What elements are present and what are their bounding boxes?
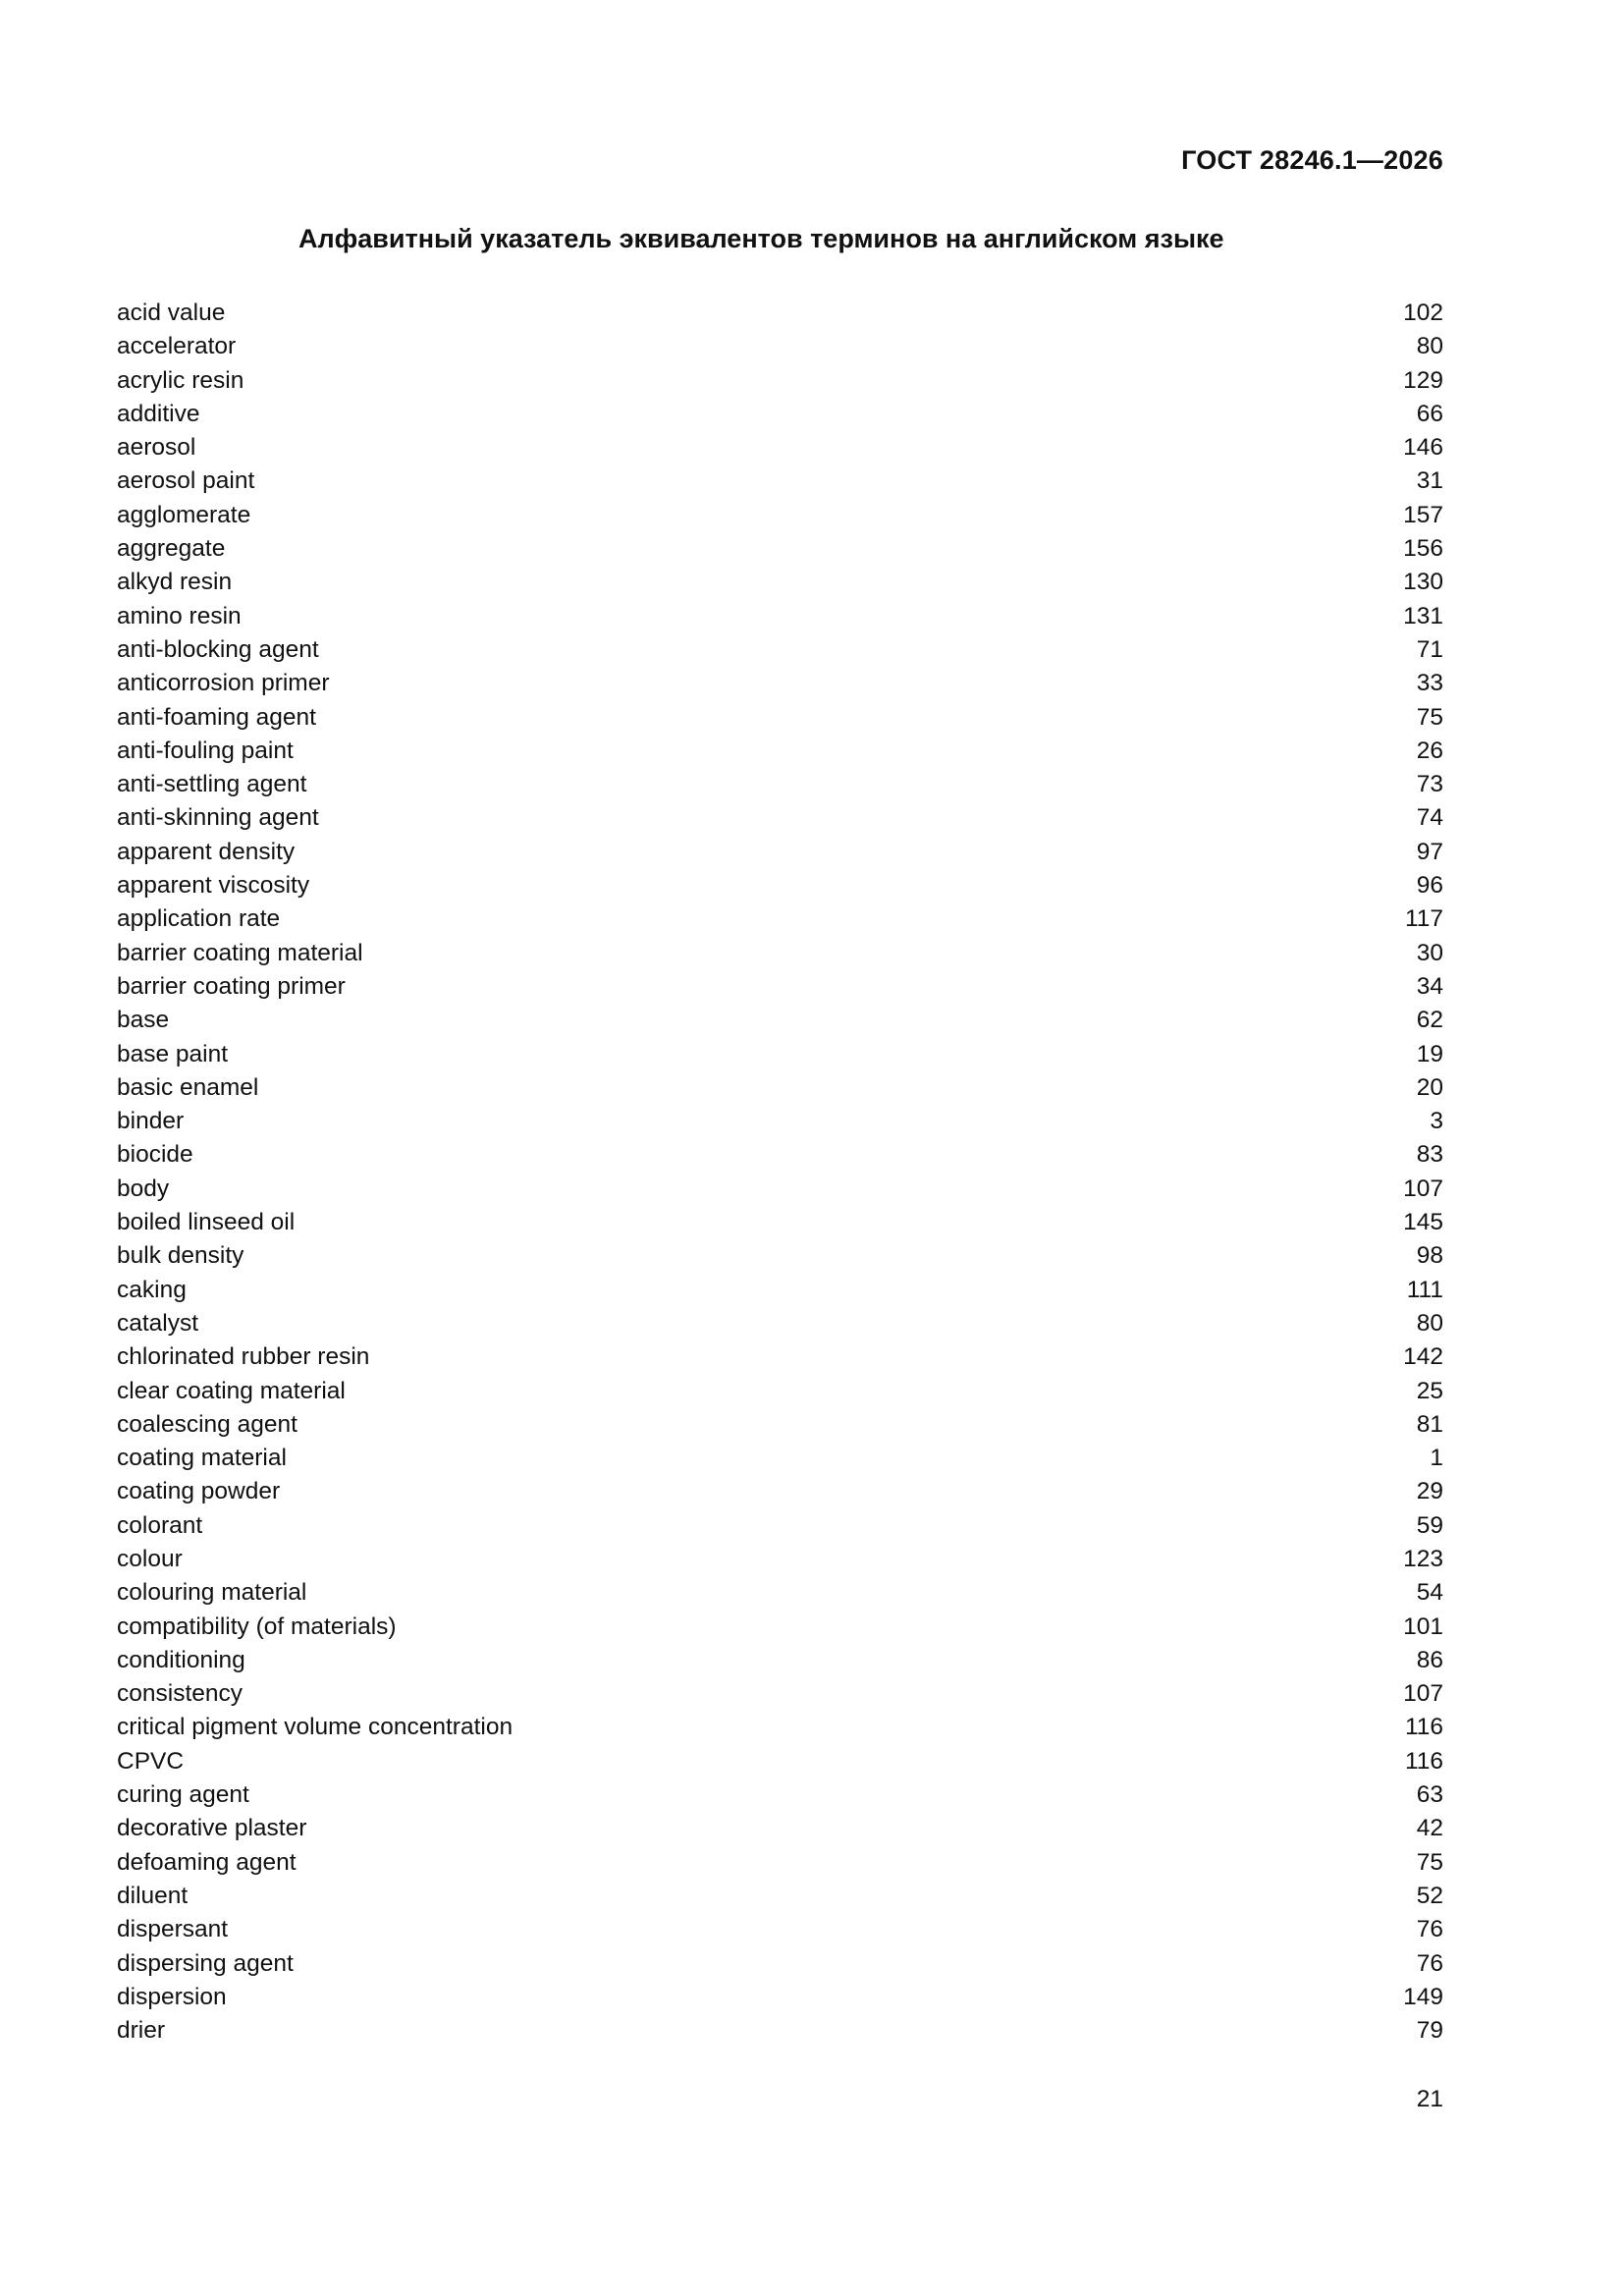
- index-entry-number: 142: [1403, 1343, 1443, 1371]
- index-entry-term: apparent viscosity: [117, 872, 310, 900]
- index-entry: [117, 1038, 1443, 1071]
- index-entry: [117, 1105, 1443, 1138]
- index-entry-number: 111: [1406, 1276, 1443, 1303]
- index-entry-number: 96: [1416, 872, 1443, 900]
- index-entry: [117, 1913, 1443, 1946]
- index-entry: [117, 667, 1443, 700]
- standard-code-header: ГОСТ 28246.1—2026: [1181, 145, 1443, 175]
- index-entry-term: application rate: [117, 905, 281, 933]
- index-entry-term: colour: [117, 1545, 183, 1572]
- index-entry-term: aerosol paint: [117, 467, 255, 495]
- index-entry-term: agglomerate: [117, 501, 251, 528]
- index-entry-number: 63: [1416, 1781, 1443, 1809]
- index-entry: [117, 1812, 1443, 1845]
- index-entry-number: 79: [1416, 2017, 1443, 2045]
- index-entry-term: consistency: [117, 1680, 243, 1708]
- index-entry-term: coalescing agent: [117, 1410, 298, 1438]
- index-entry: [117, 1307, 1443, 1340]
- index-entry-number: 19: [1416, 1040, 1443, 1067]
- index-entry: [117, 1611, 1443, 1644]
- index-entry-number: 116: [1404, 1747, 1443, 1775]
- index-entry: [117, 566, 1443, 599]
- index-entry-term: body: [117, 1175, 170, 1202]
- index-entry-term: acid value: [117, 300, 226, 326]
- index-entry-term: conditioning: [117, 1646, 245, 1673]
- index-entry-number: 101: [1403, 1613, 1443, 1640]
- index-entry-number: 129: [1403, 366, 1443, 394]
- index-entry-number: 25: [1416, 1377, 1443, 1404]
- index-entry-number: 29: [1416, 1478, 1443, 1505]
- index-entry-number: 75: [1416, 703, 1443, 731]
- index-entry-term: catalyst: [117, 1309, 199, 1337]
- index-entry: [117, 297, 1443, 330]
- index-entry-number: 80: [1416, 1309, 1443, 1337]
- index-entry-term: curing agent: [117, 1781, 249, 1809]
- index-entry-term: accelerator: [117, 333, 237, 360]
- index-entry: [117, 1947, 1443, 1981]
- index-entry-term: anti-blocking agent: [117, 635, 319, 663]
- index-entry: [117, 937, 1443, 970]
- index-entry: [117, 902, 1443, 936]
- index-entry-number: 107: [1403, 1680, 1443, 1708]
- index-entry-number: 33: [1416, 670, 1443, 697]
- index-entry-term: aerosol: [117, 434, 196, 462]
- index-title: Алфавитный указатель эквивалентов терминов на английском языке: [298, 224, 1224, 253]
- index-entry: [117, 1880, 1443, 1913]
- index-entry-term: dispersion: [117, 1983, 227, 2010]
- index-entry: [117, 1442, 1443, 1475]
- index-entry-term: base: [117, 1007, 170, 1034]
- index-entry-number: 97: [1416, 838, 1443, 865]
- index-entry-term: critical pigment volume concentration: [117, 1714, 514, 1741]
- index-entry: [117, 1846, 1443, 1880]
- index-entry-term: amino resin: [117, 602, 242, 629]
- index-entry-term: base paint: [117, 1040, 229, 1067]
- index-entry-number: 1: [1430, 1445, 1443, 1472]
- index-entry: [117, 1778, 1443, 1812]
- index-entry: [117, 1375, 1443, 1408]
- index-entry-term: anti-foaming agent: [117, 703, 316, 731]
- index-entry: [117, 465, 1443, 498]
- index-entry: [117, 970, 1443, 1004]
- index-entry: [117, 600, 1443, 633]
- index-entry: [117, 1173, 1443, 1206]
- index-entry-number: 156: [1403, 535, 1443, 563]
- index-entry-number: 131: [1403, 602, 1443, 629]
- index-entry: [117, 1274, 1443, 1307]
- index-entry-number: 76: [1416, 1949, 1443, 1977]
- index-entry-term: anti-settling agent: [117, 771, 307, 798]
- index-entry-number: 71: [1416, 635, 1443, 663]
- index-entry: [117, 633, 1443, 667]
- index-entry-number: 75: [1416, 1848, 1443, 1876]
- index-entry-number: 30: [1416, 939, 1443, 966]
- index-entry-term: acrylic resin: [117, 366, 244, 394]
- index-entry-term: colouring material: [117, 1579, 307, 1607]
- index-entry-term: dispersant: [117, 1916, 229, 1943]
- index-entry-term: CPVC: [117, 1747, 185, 1775]
- index-entry-number: 146: [1403, 434, 1443, 462]
- index-entry: [117, 701, 1443, 735]
- index-entry-term: coating material: [117, 1445, 287, 1472]
- index-entry-number: 52: [1416, 1882, 1443, 1909]
- index-entry: [117, 1576, 1443, 1610]
- index-entry: [117, 1981, 1443, 2014]
- index-entry: [117, 1340, 1443, 1374]
- index-entry-term: apparent density: [117, 838, 296, 865]
- index-entry-term: dispersing agent: [117, 1949, 294, 1977]
- index-entry-number: 66: [1416, 400, 1443, 427]
- index-entry: [117, 1711, 1443, 1744]
- index-entry-term: bulk density: [117, 1242, 244, 1270]
- index-entry: [117, 836, 1443, 869]
- index-entry-number: 62: [1416, 1007, 1443, 1034]
- index-entry-number: 74: [1416, 804, 1443, 832]
- index-entry-term: aggregate: [117, 535, 226, 563]
- index-entry-number: 117: [1404, 905, 1443, 933]
- index-entry-number: 31: [1416, 467, 1443, 495]
- index-entry-number: 80: [1416, 333, 1443, 360]
- index-entry-term: barrier coating material: [117, 939, 363, 966]
- index-entry-term: decorative plaster: [117, 1815, 307, 1842]
- index-entry: [117, 1677, 1443, 1711]
- index-entry-term: diluent: [117, 1882, 189, 1909]
- index-entry-term: boiled linseed oil: [117, 1209, 296, 1236]
- index-entry-term: clear coating material: [117, 1377, 346, 1404]
- index-entry-number: 102: [1403, 300, 1443, 326]
- index-entry-number: 83: [1416, 1141, 1443, 1169]
- index-entry-number: 107: [1403, 1175, 1443, 1202]
- index-entry-term: anti-skinning agent: [117, 804, 319, 832]
- index-entry: [117, 1745, 1443, 1778]
- index-entry: [117, 364, 1443, 398]
- index-entry-number: 73: [1416, 771, 1443, 798]
- index-entry-term: barrier coating primer: [117, 972, 346, 1000]
- index-entry-number: 81: [1416, 1410, 1443, 1438]
- index-entry: [117, 1509, 1443, 1543]
- index-entry: [117, 2014, 1443, 2048]
- index-entry-term: anti-fouling paint: [117, 737, 294, 764]
- index-entry-number: 34: [1416, 972, 1443, 1000]
- index-entry-term: defoaming agent: [117, 1848, 297, 1876]
- index-entry-number: 42: [1416, 1815, 1443, 1842]
- index-entry-number: 157: [1403, 501, 1443, 528]
- index-entry: [117, 330, 1443, 363]
- index-entry-term: biocide: [117, 1141, 193, 1169]
- index-entry: [117, 735, 1443, 768]
- index-entry: [117, 532, 1443, 566]
- index-entry: [117, 1543, 1443, 1576]
- index-entry: [117, 1071, 1443, 1105]
- index-entry: [117, 1475, 1443, 1508]
- index-entry: [117, 1138, 1443, 1172]
- index-entry-number: 130: [1403, 569, 1443, 596]
- index-entry: [117, 1408, 1443, 1442]
- index-entry-number: 145: [1403, 1209, 1443, 1236]
- index-entry-number: 98: [1416, 1242, 1443, 1270]
- index-entry-term: coating powder: [117, 1478, 281, 1505]
- index-entry-number: 123: [1403, 1545, 1443, 1572]
- index-entry: [117, 431, 1443, 465]
- index-entry-number: 116: [1404, 1714, 1443, 1741]
- page-number: 21: [1416, 2086, 1443, 2112]
- index-entry-term: alkyd resin: [117, 569, 233, 596]
- index-entry-term: anticorrosion primer: [117, 670, 330, 697]
- index-entry-term: basic enamel: [117, 1073, 259, 1101]
- index-entry: [117, 499, 1443, 532]
- index-entry: [117, 398, 1443, 431]
- index-entry: [117, 801, 1443, 835]
- index-entry: [117, 1004, 1443, 1037]
- index-entry: [117, 869, 1443, 902]
- index-entry: [117, 1206, 1443, 1239]
- index-entry-number: 54: [1416, 1579, 1443, 1607]
- index-entry-term: drier: [117, 2017, 166, 2045]
- index-entry-number: 76: [1416, 1916, 1443, 1943]
- index-entry-number: 26: [1416, 737, 1443, 764]
- index-entry-number: 86: [1416, 1646, 1443, 1673]
- index-entry: [117, 1644, 1443, 1677]
- index-entry-number: 59: [1416, 1511, 1443, 1539]
- index-entry: [117, 1239, 1443, 1273]
- index-entry-term: chlorinated rubber resin: [117, 1343, 370, 1371]
- index-entry-term: compatibility (of materials): [117, 1613, 397, 1640]
- index-entry-number: 20: [1416, 1073, 1443, 1101]
- index-entry-term: colorant: [117, 1511, 203, 1539]
- term-index-list: [117, 297, 1443, 2048]
- index-entry: [117, 768, 1443, 801]
- index-entry-number: 3: [1430, 1108, 1443, 1135]
- index-entry-term: caking: [117, 1276, 187, 1303]
- index-entry-term: additive: [117, 400, 200, 427]
- index-entry-term: binder: [117, 1108, 185, 1135]
- index-entry-number: 149: [1403, 1983, 1443, 2010]
